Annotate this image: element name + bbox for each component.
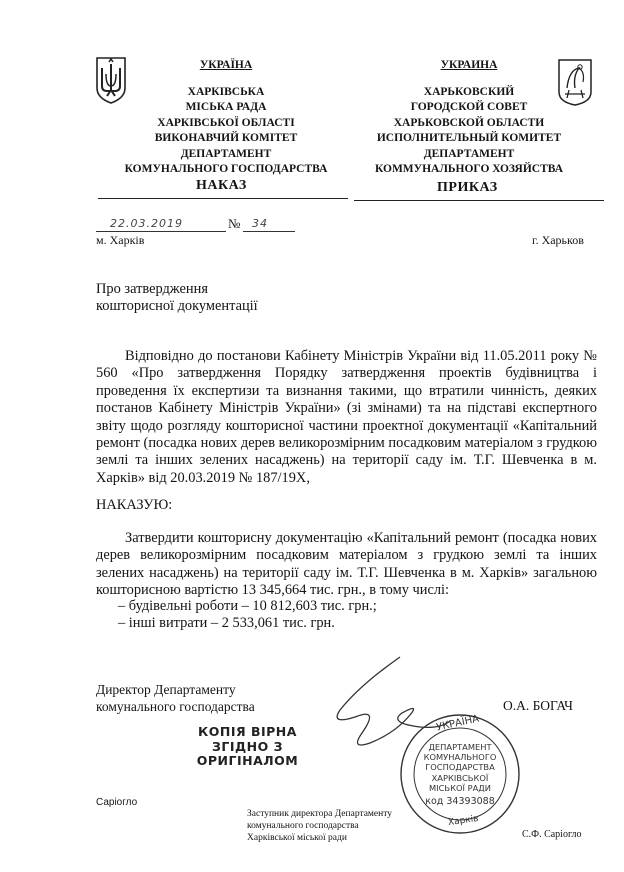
header-right (344, 58, 594, 178)
date-underline (96, 231, 226, 232)
seal-code: код 34393088 (425, 796, 495, 808)
seal-line: МІСЬКОЇ РАДИ (429, 782, 491, 793)
signature-position (96, 682, 255, 715)
header-left-line: ХАРКІВСЬКОЇ ОБЛАСТІ (157, 116, 295, 129)
signatory-name: О.А. БОГАЧ (503, 698, 573, 713)
signature-position-line: комунального господарства (96, 698, 255, 714)
copy-stamp-line: ЗГІДНО З (212, 738, 283, 754)
deputy-line: Харківської міської ради (247, 833, 347, 843)
header-right-line: ХАРЬКОВСКИЙ (423, 85, 515, 98)
deputy-position (247, 808, 392, 844)
doc-type-left-underline (98, 198, 348, 199)
seal-line: ДЕПАРТАМЕНТ (428, 742, 492, 752)
header-right-line: ИСПОЛНИТЕЛЬНЫЙ КОМИТЕТ (376, 132, 562, 144)
subject (96, 281, 258, 315)
copy-stamp-line: КОПІЯ ВІРНА (198, 724, 297, 739)
doc-type-right-underline (354, 200, 604, 201)
list-item-text: будівельні роботи – 10 812,603 тис. грн.; (128, 598, 377, 614)
header-left (100, 58, 352, 178)
seal-line: ХАРКІВСЬКОЇ (431, 772, 489, 783)
doc-type-right: ПРИКАЗ (437, 180, 498, 195)
number-label: № (228, 216, 241, 231)
header-right-line: ДЕПАРТАМЕНТ (423, 147, 515, 160)
seal-center (414, 742, 506, 807)
seal-line: КОМУНАЛЬНОГО (423, 752, 497, 763)
list-item-text: інші витрати – 2 533,061 тис. грн. (128, 615, 335, 632)
header-right-line: ГОРОДСКОЙ СОВЕТ (410, 101, 528, 113)
list-item: – будівельні роботи – 10 812,603 тис. грн.; (118, 598, 377, 614)
header-left-line: МІСЬКА РАДА (185, 101, 267, 113)
seal-ring-bottom: Харків (447, 813, 480, 829)
copy-stamp-line: ОРИГІНАЛОМ (196, 753, 299, 768)
signature-position-line: Директор Департаменту (96, 682, 236, 697)
city-left: м. Харків (96, 233, 145, 247)
header-right-line: КОММУНАЛЬНОГО ХОЗЯЙСТВА (374, 163, 564, 175)
header-right-country: УКРАИНА (440, 59, 498, 71)
header-left-line: КОМУНАЛЬНОГО ГОСПОДАРСТВА (124, 163, 328, 175)
header-left-line: ХАРКІВСЬКА (187, 85, 265, 98)
deputy-line: комунального господарства (247, 821, 359, 831)
city-right: г. Харьков (532, 233, 584, 247)
doc-type-left: НАКАЗ (196, 178, 247, 193)
deputy-line: Заступник директора Департаменту (247, 809, 393, 819)
round-seal (398, 712, 522, 836)
header-left-line: ВИКОНАВЧИЙ КОМІТЕТ (154, 132, 298, 144)
order-date: 22.03.2019 (110, 217, 183, 230)
header-left-line: ДЕПАРТАМЕНТ (180, 147, 272, 160)
executor-name: Саріогло (96, 797, 138, 808)
header-left-country: УКРАЇНА (199, 59, 253, 71)
subject-line: кошторисної документації (96, 298, 258, 314)
order-items (118, 598, 377, 633)
number-underline (243, 231, 295, 232)
seal-line: ГОСПОДАРСТВА (425, 762, 495, 773)
header-right-line: ХАРЬКОВСКОЙ ОБЛАСТИ (393, 116, 545, 129)
order-paragraph: Затвердити кошторисну документацію «Капітальний ремонт (посадка нових дерев великорозмірним посадковим матеріалом з грудкою землі та інших зелених насаджень) на території саду ім. Т.Г. Шевченка в м. Харків» загальною кошторисною вартістю 13 345,664 тис. грн., в тому числі: (96, 530, 597, 599)
order-number: 34 (252, 217, 268, 230)
preamble-paragraph: Відповідно до постанови Кабінету Міністрів України від 11.05.2011 року № 560 «Про затвердження Порядку затвердження проектів будівництва і проведення їх експертизи та визнання такими, що втратили чинність, деяких постанов Кабінету Міністрів України» (зі змінами) та на підставі експертного звіту щодо розгляду кошторисної частини проектної документації «Капітальний ремонт (посадка нових дерев великорозмірним посадковим матеріалом з грудкою землі та інших зелених насаджень) на території саду ім. Т.Г. Шевченка в м. Харків» від 20.03.2019 № 187/19Х, (96, 348, 597, 486)
list-item: – інші витрати – 2 533,061 тис. грн. (118, 615, 335, 632)
subject-line: Про затвердження (96, 281, 208, 297)
order-word: НАКАЗУЮ: (96, 497, 173, 513)
copy-true-stamp (190, 725, 305, 769)
deputy-name: С.Ф. Саріогло (522, 829, 582, 840)
seal-ring-top: УКРАЇНА (435, 713, 481, 734)
